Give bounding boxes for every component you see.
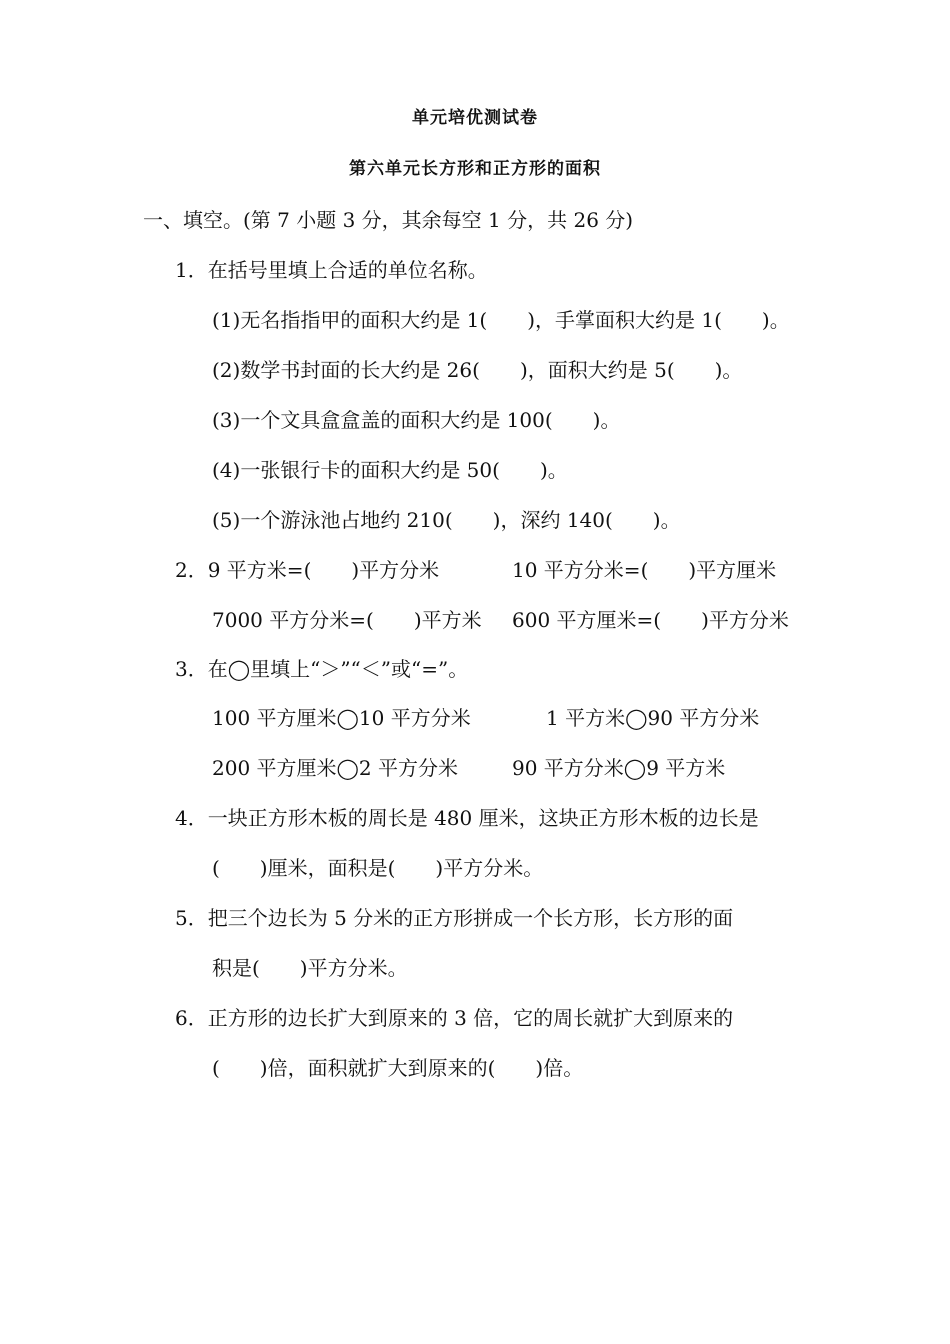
q1-part-2: (2)数学书封面的长大约是 26( )，面积大约是 5( )。 <box>212 358 743 382</box>
q1-part-3: (3)一个文具盒盒盖的面积大约是 100( )。 <box>212 408 621 432</box>
q2-item-d: 600 平方厘米=( )平方分米 <box>512 608 789 632</box>
q4-line-1: 4．一块正方形木板的周长是 480 厘米，这块正方形木板的边长是 <box>175 806 759 830</box>
section-heading: 一、填空。(第 7 小题 3 分，其余每空 1 分，共 26 分) <box>143 208 634 232</box>
q3-item-a: 100 平方厘米◯10 平方分米 <box>212 706 471 730</box>
q5-line-1: 5．把三个边长为 5 分米的正方形拼成一个长方形，长方形的面 <box>175 906 734 930</box>
q2-item-c: 7000 平方分米=( )平方米 <box>212 608 482 632</box>
q1-part-5: (5)一个游泳池占地约 210( )，深约 140( )。 <box>212 508 681 532</box>
q2-item-b: 10 平方分米=( )平方厘米 <box>512 558 777 582</box>
q1-stem: 1．在括号里填上合适的单位名称。 <box>175 258 488 282</box>
q3-stem: 3．在◯里填上“＞”“＜”或“=”。 <box>175 657 469 681</box>
q3-item-c: 200 平方厘米◯2 平方分米 <box>212 756 458 780</box>
unit-subtitle: 第六单元长方形和正方形的面积 <box>349 159 601 179</box>
page-title: 单元培优测试卷 <box>412 108 538 128</box>
q6-line-1: 6．正方形的边长扩大到原来的 3 倍，它的周长就扩大到原来的 <box>175 1006 734 1030</box>
q1-part-4: (4)一张银行卡的面积大约是 50( )。 <box>212 458 568 482</box>
q1-part-1: (1)无名指指甲的面积大约是 1( )，手掌面积大约是 1( )。 <box>212 308 790 332</box>
q4-line-2: ( )厘米，面积是( )平方分米。 <box>212 856 544 880</box>
q3-item-b: 1 平方米◯90 平方分米 <box>546 706 760 730</box>
q6-line-2: ( )倍，面积就扩大到原来的( )倍。 <box>212 1056 584 1080</box>
q5-line-2: 积是( )平方分米。 <box>212 956 408 980</box>
q3-item-d: 90 平方分米◯9 平方米 <box>512 756 726 780</box>
q2-item-a: 2．9 平方米=( )平方分米 <box>175 558 440 582</box>
